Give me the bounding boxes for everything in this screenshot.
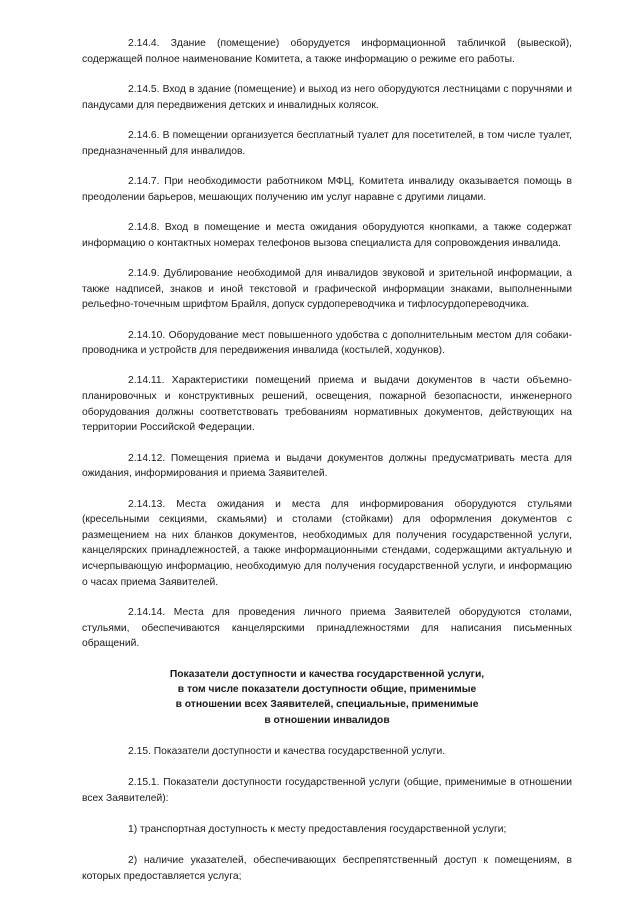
paragraph-2-15: 2.15. Показатели доступности и качества государственной услуги. bbox=[128, 746, 446, 758]
paragraph-2-14-6: 2.14.6. В помещении организуется бесплатный туалет для посетителей, в том числе туалет, предназначенный для инвалидов. bbox=[82, 129, 572, 157]
paragraph-2-15-1: 2.15.1. Показатели доступности государственной услуги (общие, применимые в отношении всех Заявителей): bbox=[82, 777, 572, 804]
paragraph-2-14-13: 2.14.13. Места ожидания и места для информирования оборудуются стульями (кресельными секциями, скамьями) и столами (стойками) для оформления документов с размещением на них бланков документов, необходимых для получения государственной услуги, канцелярских принадлежностей, а также информационными стендами, содержащими актуальную и исчерпывающую информацию, необходимую для получения государственной услуги, и информацию о часах приема Заявителей. bbox=[82, 498, 572, 588]
paragraph-2-14-5: 2.14.5. Вход в здание (помещение) и выход из него оборудуются лестницами с поручнями и пандусами для передвижения детских и инвалидных колясок. bbox=[82, 83, 572, 111]
list-item-1: 1) транспортная доступность к месту предоставления государственной услуги; bbox=[128, 823, 507, 835]
paragraph-2-14-10: 2.14.10. Оборудование мест повышенного удобства с дополнительным местом для собаки-проводника и устройств для передвижения инвалида (костылей, ходунков). bbox=[82, 329, 572, 357]
list-item-2: 2) наличие указателей, обеспечивающих беспрепятственный доступ к помещениям, в которых предоставляется услуга; bbox=[82, 855, 572, 882]
heading-line-2: в том числе показатели доступности общие, применимые bbox=[177, 683, 477, 695]
paragraph-2-14-7: 2.14.7. При необходимости работником МФЦ, Комитета инвалиду оказывается помощь в преодолении барьеров, мешающих получению им услуг наравне с другими лицами. bbox=[82, 175, 572, 203]
heading-line-1: Показатели доступности и качества государственной услуги, bbox=[169, 668, 485, 680]
paragraph-2-14-12: 2.14.12. Помещения приема и выдачи документов должны предусматривать места для ожидания, информирования и приема Заявителей. bbox=[82, 452, 572, 480]
paragraph-2-14-4: 2.14.4. Здание (помещение) оборудуется информационной табличкой (вывеской), содержащей полное наименование Комитета, а также информацию о режиме его работы. bbox=[82, 38, 572, 65]
section-heading bbox=[82, 667, 572, 729]
heading-line-3: в отношении всех Заявителей, специальные, применимые bbox=[175, 699, 479, 711]
heading-line-4: в отношении инвалидов bbox=[264, 714, 390, 726]
paragraph-2-14-9: 2.14.9. Дублирование необходимой для инвалидов звуковой и зрительной информации, а также надписей, знаков и иной текстовой и графической информации знаками, выполненными рельефно-точечным шрифтом Брайля, допуск сурдопереводчика и тифлосурдопереводчика. bbox=[82, 267, 572, 311]
paragraph-2-14-11: 2.14.11. Характеристики помещений приема и выдачи документов в части объемно-планировочных и конструктивных решений, освещения, пожарной безопасности, инженерного оборудования должны соответствовать требованиям нормативных документов, действующих на территории Российской Федерации. bbox=[82, 375, 572, 434]
paragraph-2-14-8: 2.14.8. Вход в помещение и места ожидания оборудуются кнопками, а также содержат информацию о контактных номерах телефонов вызова специалиста для сопровождения инвалида. bbox=[82, 221, 572, 249]
paragraph-2-14-14: 2.14.14. Места для проведения личного приема Заявителей оборудуются столами, стульями, обеспечиваются канцелярскими принадлежностями для написания письменных обращений. bbox=[82, 607, 572, 650]
